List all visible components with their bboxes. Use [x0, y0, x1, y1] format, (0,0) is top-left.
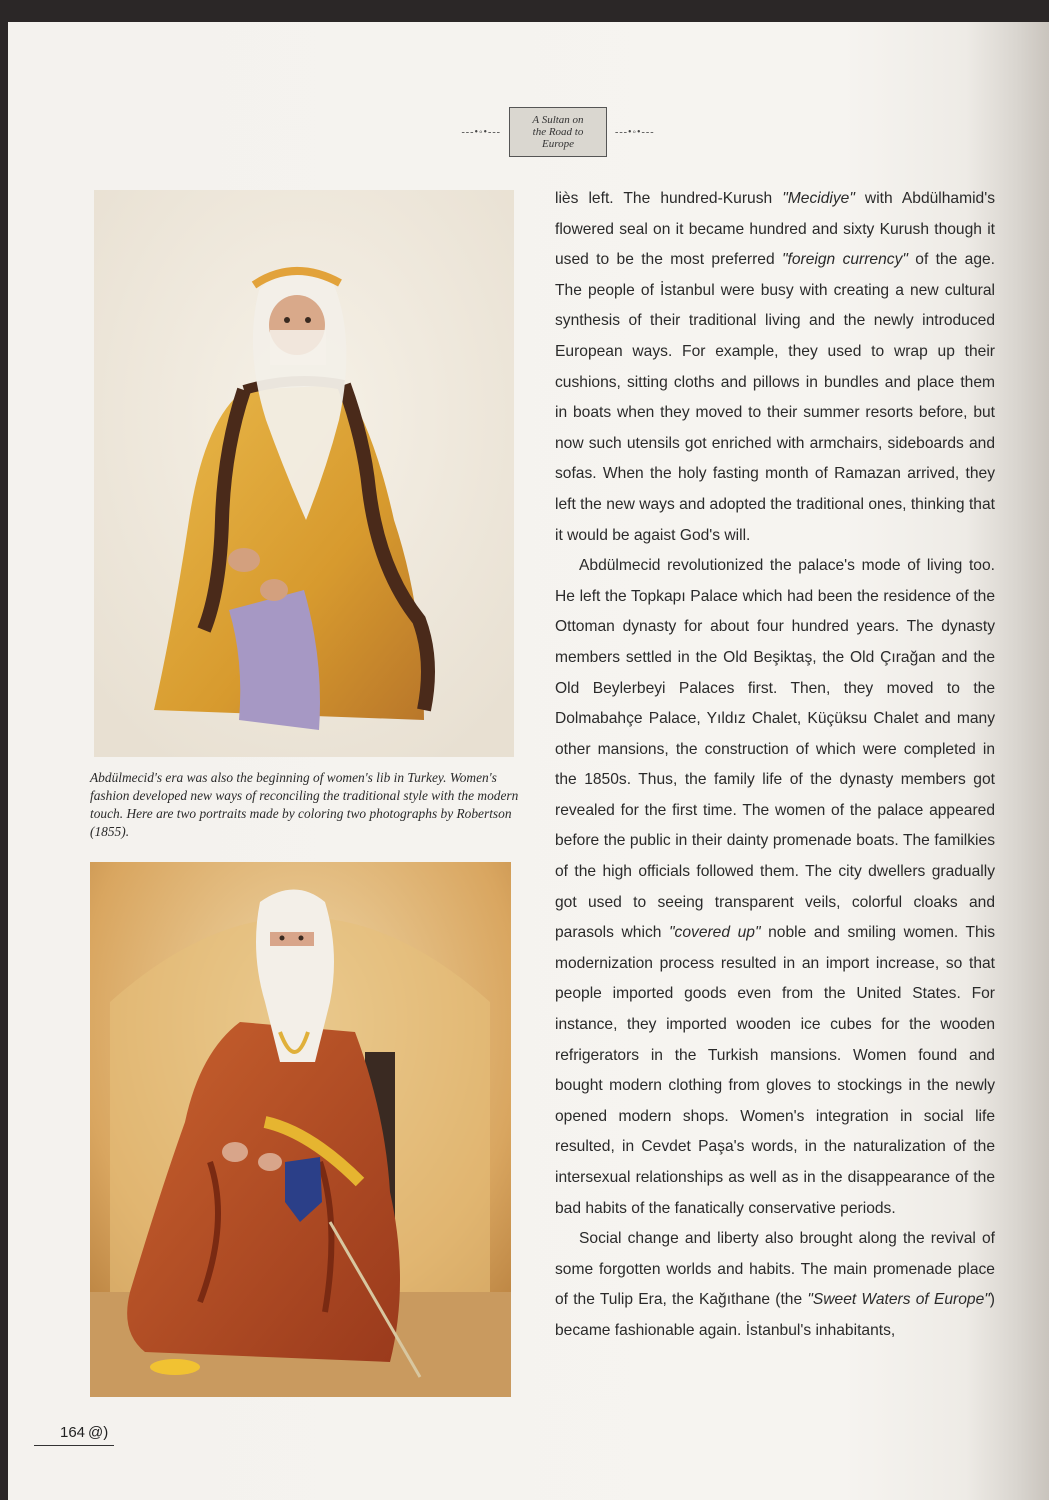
- page-number: [60, 1424, 108, 1441]
- emblem-line: the Road to: [532, 126, 584, 138]
- emblem-line: Europe: [542, 138, 574, 150]
- text-segment: with Abdülhamid's flowered seal on it became hundred and sixty Kurush though it used to be the most preferred: [555, 190, 996, 269]
- italic-phrase: "Sweet Waters of Europe": [807, 1291, 990, 1309]
- portrait-illustration: [90, 862, 511, 1397]
- text-segment: ) became fashionable again. İstanbul's inhabitants,: [555, 1291, 995, 1339]
- text-segment: of the age. The people of İstanbul were busy with creating a new cultural synthesis of their traditional living and the newly introduced European ways. For example, they used to wrap up their cushions, sitting cloths and pillows in bundles and place them in boats when they moved to their summer resorts before, but now such utensils got enriched with armchairs, sideboards and sofas. When the holy fasting month of Ramazan arrived, they left the new ways and adopted the traditional ones, thinking that it would be agaist God's will.: [555, 251, 996, 544]
- text-segment: liès left. The hundred-Kurush: [555, 190, 783, 207]
- header-ornament-left: ---•◦•---: [461, 126, 501, 138]
- caption-text: Abdülmecid's era was also the beginning of women's lib in Turkey. Women's fashion developed new ways of reconciling the traditional style with the modern touch. Here are two portraits made by coloring two photographs by Robertson (1855).: [90, 770, 519, 839]
- italic-phrase: "covered up": [669, 924, 761, 942]
- book-page: [8, 22, 1049, 1500]
- book-title-emblem: [509, 107, 607, 157]
- emblem-line: A Sultan on: [532, 114, 584, 126]
- header-ornament-right: ---•◦•---: [615, 126, 655, 138]
- body-paragraph: [555, 184, 995, 551]
- body-paragraph: [555, 551, 995, 1224]
- portrait-seated-woman-red-cloak: [90, 862, 511, 1397]
- italic-phrase: "Mecidiye": [782, 190, 855, 207]
- text-segment: noble and smiling women. This modernization process resulted in an import increase, so that people imported goods even from the United States. For instance, they imported wooden ice cubes for the wooden refrigerators in the Turkish mansions. Women found and bought modern clothing from gloves to stockings in the newly opened modern shops. Women's integration in social life resulted, in Cevdet Paşa's words, in the naturalization of the intersexual relationships as well as in the disappearance of the bad habits of the fanatically conservative periods.: [555, 924, 995, 1217]
- running-header: [428, 107, 688, 157]
- article-body: [555, 184, 995, 1347]
- text-segment: Abdülmecid revolutionized the palace's mode of living too. He left the Topkapı Palace which had been the residence of the Ottoman dynasty for about four hundred years. The dynasty members settled in the Old Beşiktaş, the Old Çırağan and the Old Beylerbeyi Palaces first. Then, they moved to the Dolmabahçe Palace, Yıldız Chalet, Küçüksu Chalet and many other mansions, the construction of which were completed in the 1850s. Thus, the family life of the dynasty members got revealed for the first time. The women of the palace appeared before the public in their dainty promenade boats. The familkies of the high officials followed them. The city dwellers gradually got used to seeing transparent veils, colorful cloaks and parasols which: [555, 557, 995, 942]
- italic-phrase: "foreign currency": [782, 251, 908, 269]
- body-paragraph: [555, 1224, 995, 1346]
- spiral-ornament-icon: @): [88, 1424, 109, 1441]
- text-segment: Social change and liberty also brought along the revival of some forgotten worlds and habits. The main promenade place of the Tulip Era, the Kağıthane (the: [555, 1230, 995, 1309]
- portrait-woman-yellow-cloak: [94, 190, 514, 757]
- photo-caption: [90, 769, 520, 841]
- page-number-rule: [34, 1445, 114, 1446]
- page-number-text: 164: [60, 1424, 86, 1441]
- portrait-illustration: [94, 190, 514, 757]
